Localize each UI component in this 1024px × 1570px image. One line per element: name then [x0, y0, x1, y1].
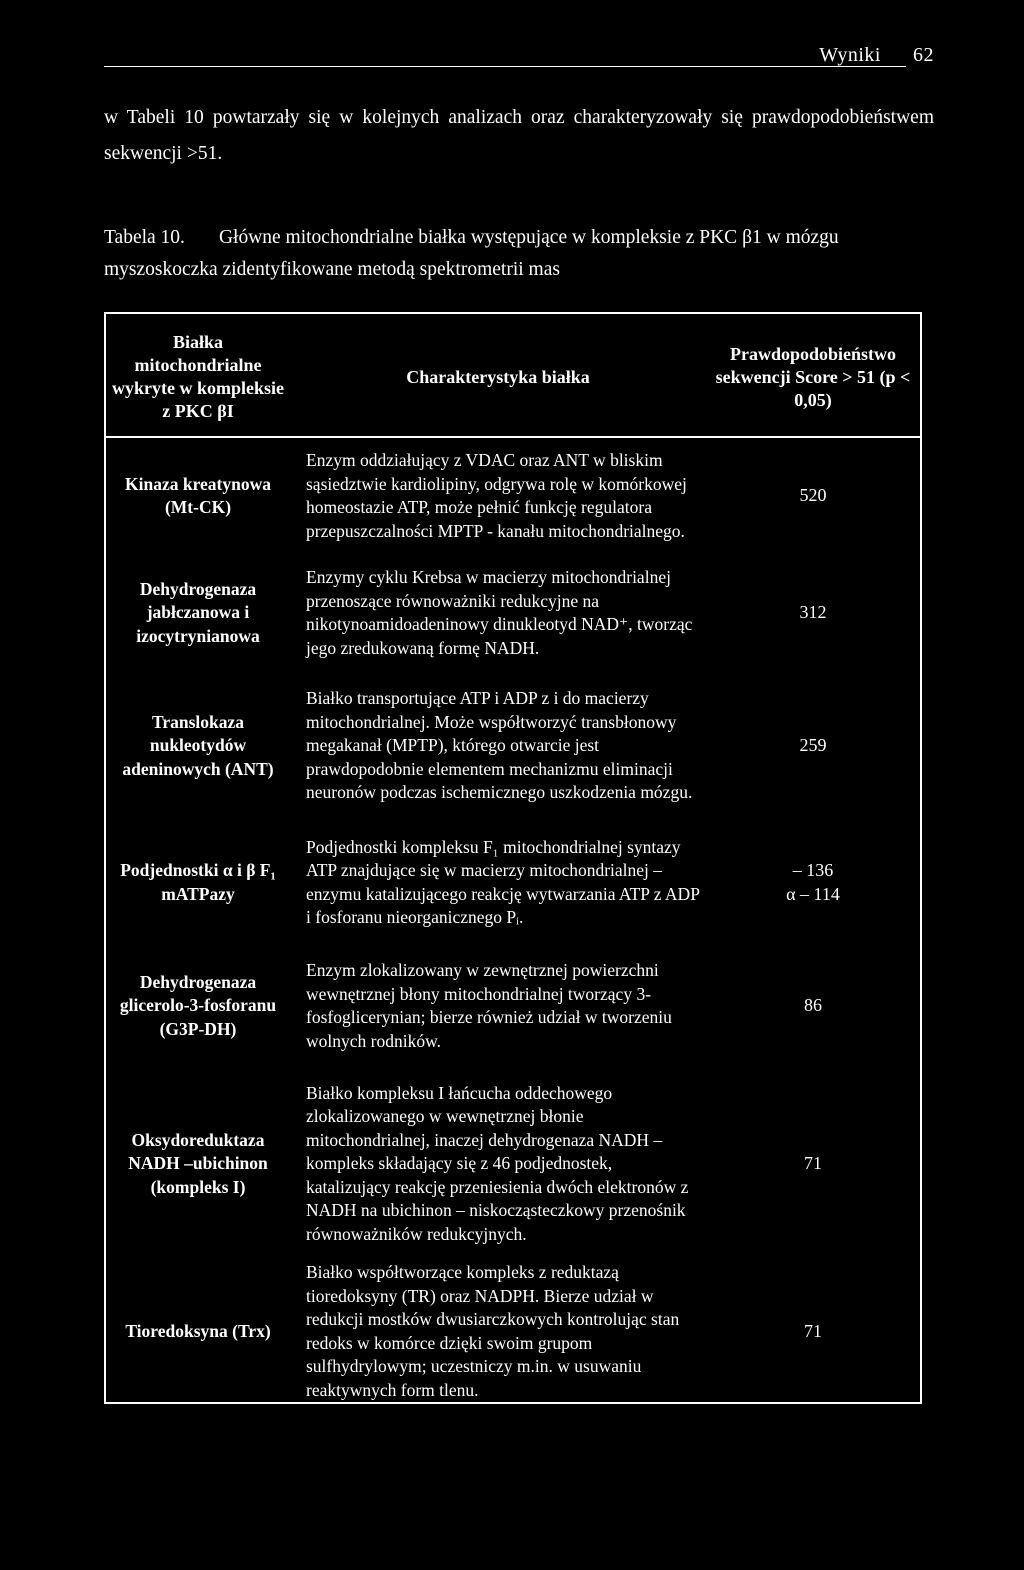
header-proteins: Białka mitochondrialne wykryte w kompleksie z PKC βI [105, 313, 290, 437]
protein-description: Białko transportujące ATP i ADP z i do macierzy mitochondrialnej. Może współtworzyć transbłonowy megakanał (MPTP), którego otwarcie jest prawdopodobnie elementem mechanizmu eliminacji neuronów podczas ischemicznego uszkodzenia mózgu. [306, 688, 693, 803]
section-title: Wyniki [819, 44, 881, 66]
protein-name: Oksydoreduktaza NADH –ubichinon (kompleks I) [128, 1129, 268, 1197]
table-row [105, 1067, 921, 1261]
protein-score: 312 [799, 602, 827, 623]
protein-description: Enzym oddziałujący z VDAC oraz ANT w bliskim sąsiedztwie kardiolipiny, odgrywa rolę w komórkowej homeostazie ATP, może pełnić funkcję regulatora przepuszczalności MPTP - kanału mitochondrialnego. [306, 450, 687, 541]
protein-name: Tioredoksyna (Trx) [125, 1320, 271, 1341]
protein-table [104, 312, 922, 1404]
protein-score: 86 [804, 995, 822, 1016]
protein-score: 71 [804, 1153, 822, 1174]
protein-name: Translokaza nukleotydów adeninowych (ANT) [122, 711, 274, 779]
protein-name: Dehydrogenaza jabłczanowa i izocytrynianowa [136, 578, 260, 646]
table-row [105, 554, 921, 672]
table-row [105, 1261, 921, 1403]
protein-name: Dehydrogenaza glicerolo-3-fosforanu (G3P-DH) [119, 971, 277, 1039]
header-characteristics: Charakterystyka białka [290, 313, 706, 437]
protein-description: Białko współtworzące kompleks z reduktazą tioredoksyny (TR) oraz NADPH. Bierze udział w redukcji mostków dwusiarczkowych kontrolując stan redoks w komórce dzięki swoim grupom sulfhydrylowym; uczestniczy m.in. w usuwaniu reaktywnych form tlenu. [306, 1262, 680, 1400]
protein-description: Enzym zlokalizowany w zewnętrznej powierzchni wewnętrznej błony mitochondrialnej tworzący 3-fosfoglicerynian; bierze również udział w tworzeniu wolnych rodników. [306, 960, 672, 1051]
page-number: 62 [913, 44, 934, 66]
protein-name: Kinaza kreatynowa (Mt-CK) [125, 473, 271, 517]
protein-score: 259 [799, 735, 827, 756]
table-row [105, 945, 921, 1067]
running-head [0, 44, 934, 67]
protein-score: – 136 α – 114 [786, 860, 840, 904]
protein-description: Podjednostki kompleksu F₁ mitochondrialnej syntazy ATP znajdujące się w macierzy mitochondrialnej – enzymu katalizującego reakcję wytwarzania ATP z ADP i fosforanu nieorganicznego Pᵢ. [306, 836, 700, 927]
header-score: Prawdopodobieństwo sekwencji Score > 51 (p < 0,05) [706, 313, 921, 437]
protein-name: Podjednostki α i β F₁ mATPazy [120, 860, 276, 904]
table-header-row [105, 313, 921, 437]
table-row [105, 672, 921, 820]
table-caption-text: Główne mitochondrialne białka występujące w kompleksie z PKC β1 w mózgu myszoskoczka zidentyfikowane metodą spektrometrii mas [104, 227, 839, 280]
protein-description: Białko kompleksu I łańcucha oddechowego zlokalizowanego w wewnętrznej błonie mitochondrialnej, inaczej dehydrogenaza NADH – kompleks składający się z 46 podjednostek, katalizujący reakcję przeniesienia dwóch elektronów z NADH na ubichinon – niskocząsteczkowy przenośnik równoważników redukcyjnych. [306, 1082, 689, 1244]
protein-score: 71 [804, 1320, 822, 1341]
table-caption [104, 222, 934, 286]
protein-score: 520 [799, 485, 827, 506]
body-paragraph: w Tabeli 10 powtarzały się w kolejnych analizach oraz charakteryzowały się prawdopodobieństwem sekwencji >51. [104, 107, 934, 164]
table-row [105, 437, 921, 554]
table-label: Tabela 10. [104, 227, 185, 248]
protein-description: Enzymy cyklu Krebsa w macierzy mitochondrialnej przenoszące równoważniki redukcyjne na nikotynoamidoadeninowy dinukleotyd NAD⁺, tworząc jego zredukowaną formę NADH. [306, 567, 693, 658]
table-row [105, 820, 921, 945]
